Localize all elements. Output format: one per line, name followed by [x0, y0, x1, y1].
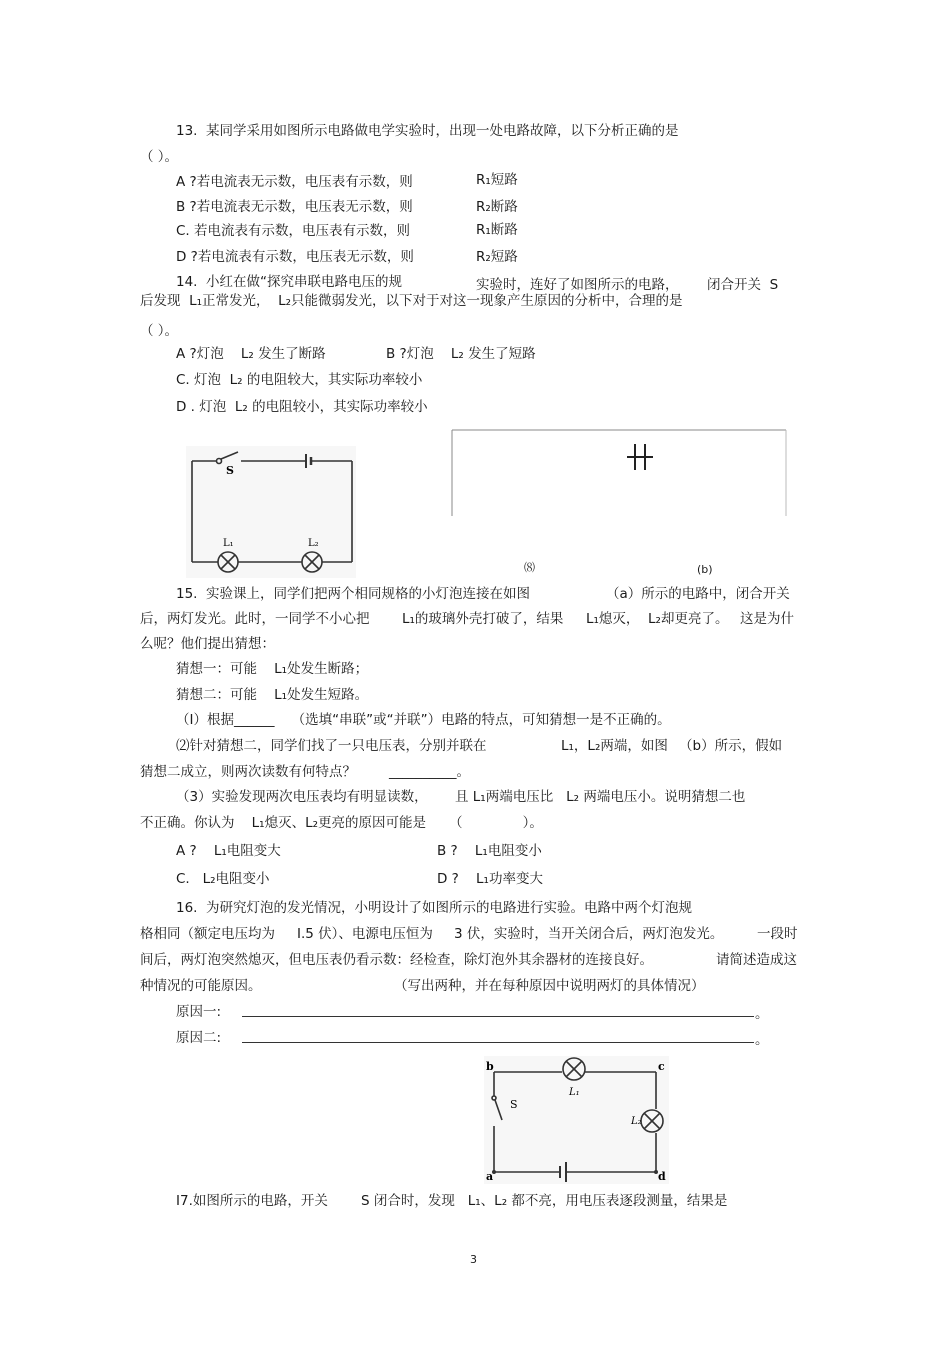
switch-label: S — [226, 464, 234, 477]
switch-s-label: S — [510, 1098, 518, 1111]
q16-line2a: 格相同（额定电压均为 — [140, 926, 275, 942]
q16-reason2-label: 原因二: — [176, 1030, 222, 1046]
q13-option-d: D ?若电流表有示数，电压表无示数，则 — [176, 249, 414, 265]
q15-line1a: 15. 实验课上，同学们把两个相同规格的小灯泡连接在如图 — [176, 586, 531, 602]
q14-line1c: 闭合开关 S — [707, 277, 779, 293]
lamp-l2-label: L₂ — [631, 1116, 642, 1127]
q16-circuit-diagram — [484, 1056, 669, 1184]
lamp-l1-label: L₁ — [223, 538, 234, 549]
node-d-label: d — [658, 1170, 666, 1183]
q16-reason2-answer-line — [242, 1042, 754, 1043]
q14-option-b: B ?灯泡 L₂ 发生了短路 — [386, 346, 536, 362]
q16-line2c: 3 伏，实验时，当开关闭合后，两灯泡发光。 — [454, 926, 724, 942]
node-a-label: a — [486, 1170, 494, 1183]
q15-part2c: （b）所示，假如 — [679, 738, 783, 754]
q15-line2b: L₁的玻璃外壳打破了，结果 — [402, 611, 564, 627]
q16-line3b: 请简述造成这 — [716, 952, 797, 968]
q15-part2a: ⑵针对猜想二，同学们找了一只电压表，分别并联在 — [176, 738, 487, 754]
q13-option-b-answer: R₂断路 — [476, 199, 518, 215]
node-c-label: c — [658, 1060, 665, 1073]
q14-line1b: 实验时，连好了如图所示的电路， — [476, 277, 679, 293]
q15-part3-blank: （ ）。 — [449, 815, 543, 831]
battery-symbol — [627, 444, 653, 470]
q15-part2b: L₁，L₂两端，如图 — [561, 738, 668, 754]
q14-line1a: 14. 小红在做“探究串联电路电压的规 — [176, 274, 403, 290]
q15-part1: （I）根据______ （选填“串联”或“并联”）电路的特点，可知猜想一是不正确的。 — [176, 712, 671, 728]
q15-option-d: D ? L₁功率变大 — [437, 871, 543, 887]
q13-option-d-answer: R₂短路 — [476, 249, 518, 265]
figure-b-label: (b) — [697, 563, 713, 576]
q16-line3a: 间后，两灯泡突然熄灭，但电压表仍看示数：经检查，除灯泡外其余器材的连接良好。 — [140, 952, 653, 968]
q16-reason1-end: 。 — [755, 1006, 769, 1022]
q13-option-c-answer: R₁断路 — [476, 222, 518, 238]
q15-option-b: B ? L₁电阻变小 — [437, 843, 542, 859]
q15-part2d: 猜想二成立，则两次读数有何特点？ — [140, 764, 356, 780]
q15-part3c: 不正确。你认为 L₁熄灭、L₂更亮的原因可能是 — [140, 815, 427, 831]
q13-blank: （ ）。 — [140, 149, 179, 165]
q16-reason1-label: 原因一: — [176, 1004, 222, 1020]
q16-reason2-end: 。 — [755, 1032, 769, 1048]
q16-line1: 16. 为研究灯泡的发光情况，小明设计了如图所示的电路进行实验。电路中两个灯泡规 — [176, 900, 693, 916]
q15-line2d: 这是为什 — [740, 611, 794, 627]
q16-line4a: 种情况的可能原因。 — [140, 978, 262, 994]
q15-figure-frame — [450, 428, 790, 518]
lamp-l1-label: L₁ — [569, 1087, 580, 1098]
q15-line2a: 后，两灯发光。此时，一同学不小心把 — [140, 611, 370, 627]
q16-line2d: 一段时 — [757, 926, 798, 942]
q13-option-c: C. 若电流表有示数，电压表有示数，则 — [176, 223, 411, 239]
q13-option-a: A ?若电流表无示数，电压表有示数，则 — [176, 174, 413, 190]
q15-option-a: A ? L₁电阻变大 — [176, 843, 281, 859]
page-number: 3 — [470, 1253, 477, 1266]
q14-blank: （ ）。 — [140, 323, 179, 339]
q17-text1: I7.如图所示的电路，开关 — [176, 1193, 328, 1209]
q15-guess1: 猜想一：可能 L₁处发生断路； — [176, 661, 369, 677]
q13-stem: 13. 某同学采用如图所示电路做电学实验时，出现一处电路故障，以下分析正确的是 — [176, 123, 679, 139]
q14-circuit-diagram — [186, 446, 356, 578]
q14-option-c: C. 灯泡 L₂ 的电阻较大，其实际功率较小 — [176, 372, 423, 388]
q15-option-c: C. L₂电阻变小 — [176, 871, 270, 887]
q17-text2: S 闭合时，发现 L₁、L₂ 都不亮，用电压表逐段测量，结果是 — [361, 1193, 728, 1209]
q15-line1b: （a）所示的电路中，闭合开关 — [606, 586, 790, 602]
q16-line4b: （写出两种，并在每种原因中说明两灯的具体情况） — [394, 978, 705, 994]
q16-line2b: I.5 伏）、电源电压恒为 — [297, 926, 433, 942]
q16-reason1-answer-line — [242, 1016, 754, 1017]
q15-line3: 么呢？他们提出猜想： — [140, 636, 275, 652]
figure-a-label: ⑻ — [524, 561, 535, 574]
lamp-l2-label: L₂ — [308, 538, 319, 549]
q15-line2c: L₁熄灭， L₂却更亮了。 — [586, 611, 729, 627]
q15-part3a: （3）实验发现两次电压表均有明显读数， — [176, 789, 428, 805]
q15-part3b: 且 L₁两端电压比 L₂ 两端电压小。说明猜想二也 — [455, 789, 746, 805]
node-b-label: b — [486, 1060, 494, 1073]
q14-line2: 后发现 L₁正常发光， L₂只能微弱发光，以下对于对这一现象产生原因的分析中，合理的是 — [140, 293, 683, 309]
q13-option-b: B ?若电流表无示数，电压表无示数，则 — [176, 199, 413, 215]
q14-option-d: D . 灯泡 L₂ 的电阻较小，其实际功率较小 — [176, 399, 428, 415]
q14-option-a: A ?灯泡 L₂ 发生了断路 — [176, 346, 326, 362]
q13-option-a-answer: R₁短路 — [476, 172, 518, 188]
q15-part2-blank: __________。 — [389, 764, 470, 780]
q15-guess2: 猜想二：可能 L₁处发生短路。 — [176, 687, 369, 703]
